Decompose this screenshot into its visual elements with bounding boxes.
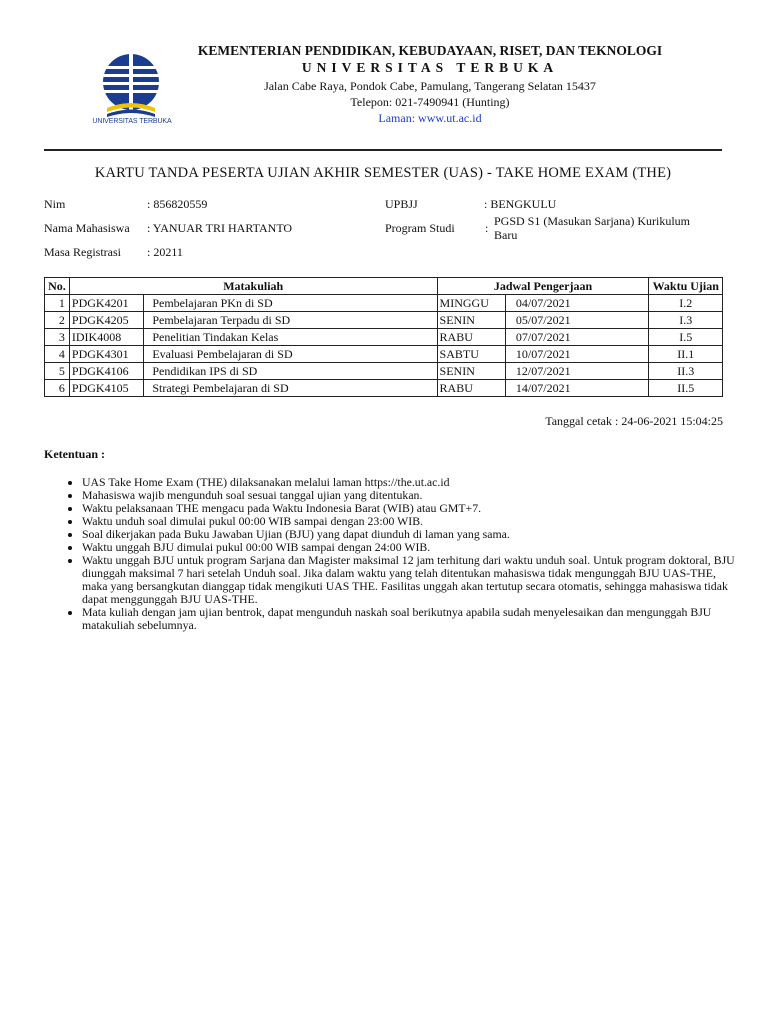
course-code: IDIK4008 — [69, 329, 143, 346]
course-code: PDGK4106 — [69, 363, 143, 380]
exam-day: RABU — [437, 380, 505, 397]
course-name: Pendidikan IPS di SD — [144, 363, 437, 380]
provision-item: • UAS Take Home Exam (THE) dilaksanakan melalui laman https://the.ut.ac.id — [82, 476, 737, 489]
table-header-row — [45, 278, 723, 295]
exam-time: I.5 — [649, 329, 723, 346]
exam-day: SENIN — [437, 312, 505, 329]
course-name: Pembelajaran PKn di SD — [144, 295, 437, 312]
nim-label: Nim — [44, 197, 66, 211]
provision-item: • Waktu unggah BJU untuk program Sarjana dan Magister maksimal 12 jam terhitung dari waktu unduh soal. Untuk program doktoral, BJU diunggah maksimal 7 hari setelah Unduh soal. Jika dalam waktu yang telah ditentukan mahasiswa tidak mengunggah BJU UAS-THE, maka yang bersangkutan dianggap tidak mengikuti UAS THE. Fasilitas unggah akan tertutup secara otomatis, sehingga mahasiswa tidak dapat menggunggah BJU UAS-THE. — [82, 554, 737, 606]
header-exam-time: Waktu Ujian — [649, 278, 723, 295]
exam-day: SABTU — [437, 346, 505, 363]
university-website-link[interactable]: Laman: www.ut.ac.id — [378, 111, 482, 125]
row-number: 2 — [45, 312, 70, 329]
exam-day: RABU — [437, 329, 505, 346]
upbjj-value: : BENGKULU — [484, 197, 557, 211]
provision-item: • Soal dikerjakan pada Buku Jawaban Ujian (BJU) yang dapat diunduh di laman yang sama. — [82, 528, 737, 541]
course-name: Evaluasi Pembelajaran di SD — [144, 346, 437, 363]
study-program-line-1: PGSD S1 (Masukan Sarjana) Kurikulum — [494, 214, 690, 228]
course-name: Penelitian Tindakan Kelas — [144, 329, 437, 346]
upbjj-label: UPBJJ — [385, 197, 418, 211]
provision-item: • Waktu unggah BJU dimulai pukul 00:00 WIB sampai dengan 24:00 WIB. — [82, 541, 737, 554]
exam-date: 04/07/2021 — [505, 295, 649, 312]
exam-time: II.5 — [649, 380, 723, 397]
header-course: Matakuliah — [69, 278, 437, 295]
provision-item: • Waktu unduh soal dimulai pukul 00:00 WIB sampai dengan 23:00 WIB. — [82, 515, 737, 528]
course-code: PDGK4105 — [69, 380, 143, 397]
study-program-colon: : — [485, 221, 489, 235]
exam-time: I.2 — [649, 295, 723, 312]
row-number: 5 — [45, 363, 70, 380]
course-name: Strategi Pembelajaran di SD — [144, 380, 437, 397]
student-name-label: Nama Mahasiswa — [44, 221, 130, 235]
table-row — [45, 380, 723, 397]
table-row — [45, 329, 723, 346]
table-row — [45, 363, 723, 380]
course-code: PDGK4301 — [69, 346, 143, 363]
table-row — [45, 346, 723, 363]
table-row — [45, 295, 723, 312]
exam-day: SENIN — [437, 363, 505, 380]
row-number: 6 — [45, 380, 70, 397]
study-program-label: Program Studi — [385, 221, 455, 235]
study-program-line-2: Baru — [494, 228, 518, 242]
exam-date: 10/07/2021 — [505, 346, 649, 363]
course-code: PDGK4205 — [69, 312, 143, 329]
print-date: Tanggal cetak : 24-06-2021 15:04:25 — [545, 414, 723, 428]
ministry-name: KEMENTERIAN PENDIDIKAN, KEBUDAYAAN, RISET, DAN TEKNOLOGI — [197, 43, 663, 58]
exam-time: II.3 — [649, 363, 723, 380]
provisions-title: Ketentuan : — [44, 447, 105, 461]
exam-date: 12/07/2021 — [505, 363, 649, 380]
exam-day: MINGGU — [437, 295, 505, 312]
provisions-list — [63, 476, 737, 632]
row-number: 4 — [45, 346, 70, 363]
registration-value: : 20211 — [147, 245, 183, 259]
university-name: UNIVERSITAS TERBUKA — [301, 60, 559, 75]
table-row — [45, 312, 723, 329]
logo-caption: UNIVERSITAS TERBUKA — [92, 118, 172, 125]
exam-date: 14/07/2021 — [505, 380, 649, 397]
provision-item: • Waktu pelaksanaan THE mengacu pada Waktu Indonesia Barat (WIB) atau GMT+7. — [82, 502, 737, 515]
exam-date: 07/07/2021 — [505, 329, 649, 346]
row-number: 1 — [45, 295, 70, 312]
exam-schedule-table — [44, 277, 723, 397]
exam-time: II.1 — [649, 346, 723, 363]
provision-item: • Mahasiswa wajib mengunduh soal sesuai tanggal ujian yang ditentukan. — [82, 489, 737, 502]
student-name-value: : YANUAR TRI HARTANTO — [147, 221, 293, 235]
university-phone: Telepon: 021-7490941 (Hunting) — [350, 95, 510, 109]
university-address: Jalan Cabe Raya, Pondok Cabe, Pamulang, Tangerang Selatan 15437 — [264, 79, 596, 93]
exam-time: I.3 — [649, 312, 723, 329]
document-title: KARTU TANDA PESERTA UJIAN AKHIR SEMESTER (UAS) - TAKE HOME EXAM (THE) — [94, 165, 672, 181]
header-divider — [44, 149, 722, 151]
header-no: No. — [45, 278, 70, 295]
exam-date: 05/07/2021 — [505, 312, 649, 329]
header-schedule: Jadwal Pengerjaan — [437, 278, 649, 295]
course-code: PDGK4201 — [69, 295, 143, 312]
course-name: Pembelajaran Terpadu di SD — [144, 312, 437, 329]
registration-label: Masa Registrasi — [44, 245, 121, 259]
row-number: 3 — [45, 329, 70, 346]
provision-item: • Mata kuliah dengan jam ujian bentrok, dapat mengunduh naskah soal berikutnya apabila sudah menyelesaikan dan mengunggah BJU matakuliah sebelumnya. — [82, 606, 737, 632]
nim-value: : 856820559 — [147, 197, 208, 211]
